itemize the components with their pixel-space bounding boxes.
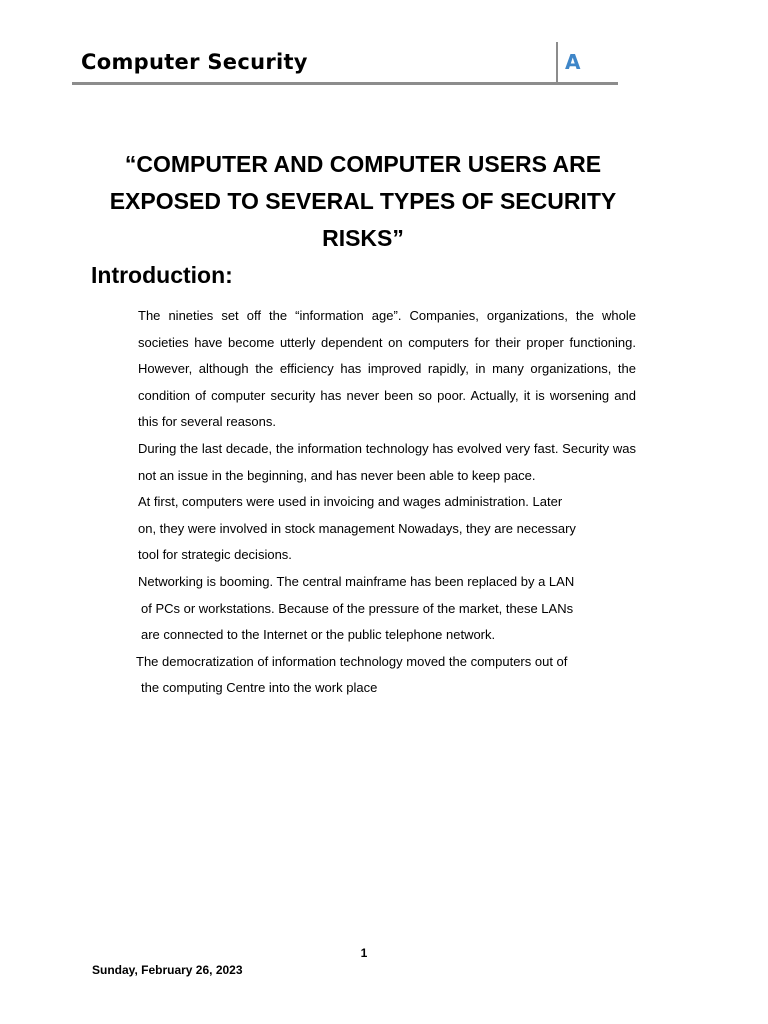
paragraph	[138, 649, 636, 702]
title-line: EXPOSED TO SEVERAL TYPES OF SECURITY	[109, 188, 617, 214]
body-text	[138, 303, 636, 702]
paragraph-line: are connected to the Internet or the public telephone network.	[141, 627, 496, 643]
document-title	[90, 146, 636, 257]
footer-date: Sunday, February 26, 2023	[92, 963, 243, 977]
paragraph-line: The democratization of information technology moved the computers out of	[136, 653, 568, 669]
paragraph-line: tool for strategic decisions.	[138, 547, 292, 563]
paragraph	[138, 489, 636, 569]
paragraph: During the last decade, the information technology has evolved very fast. Security was not an issue in the beginning, and has never been able to keep pace.	[138, 440, 636, 483]
title-line: “COMPUTER AND COMPUTER USERS ARE	[124, 151, 602, 177]
title-line: RISKS”	[322, 225, 404, 251]
paragraph	[138, 569, 636, 649]
header-title: Computer Security	[81, 50, 308, 74]
page-header	[72, 42, 618, 85]
paragraph-line: At first, computers were used in invoicing and wages administration. Later	[138, 494, 563, 510]
paragraph-line: the computing Centre into the work place	[141, 680, 378, 696]
header-letter: A	[565, 50, 581, 74]
paragraph-line: on, they were involved in stock management Nowadays, they are necessary	[138, 520, 576, 536]
paragraph-line: Networking is booming. The central mainframe has been replaced by a LAN	[138, 573, 575, 589]
paragraph-line: of PCs or workstations. Because of the pressure of the market, these LANs	[141, 600, 574, 616]
section-heading: Introduction:	[91, 262, 233, 288]
paragraph: The nineties set off the “information age”. Companies, organizations, the whole societies have become utterly dependent on computers for their proper functioning. However, although the efficiency has improved rapidly, in many organizations, the condition of computer security has never been so poor. Actually, it is worsening and this for several reasons.	[138, 308, 636, 430]
page-number: 1	[360, 946, 368, 960]
header-divider	[556, 42, 558, 82]
